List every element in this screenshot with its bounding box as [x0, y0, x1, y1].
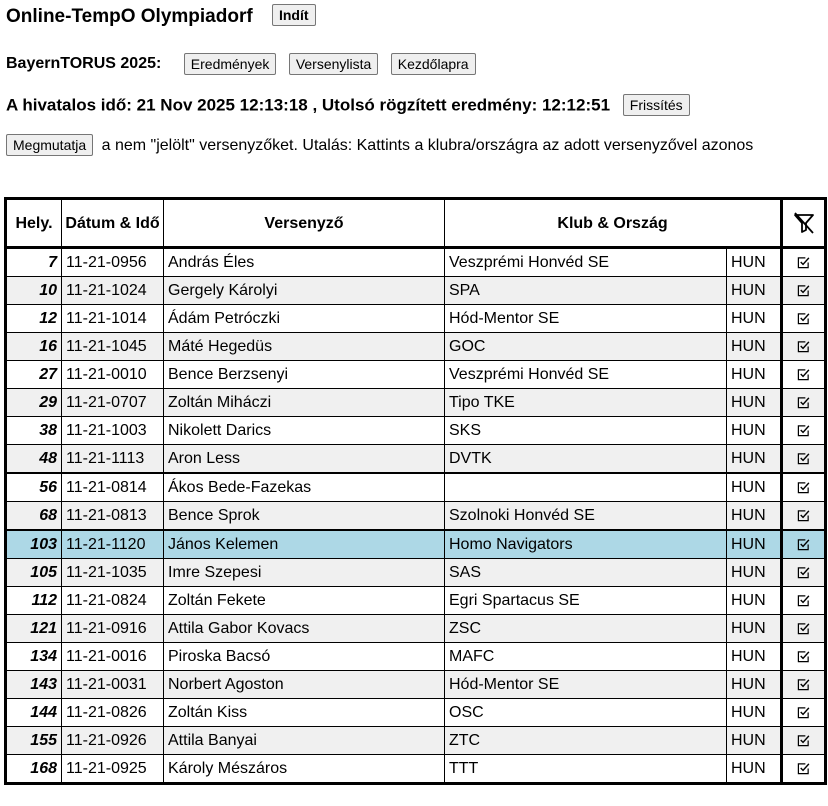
checkbox-checked-icon[interactable]	[797, 509, 810, 522]
cell-place: 168	[6, 755, 62, 784]
checkbox-checked-icon[interactable]	[797, 566, 810, 579]
checkbox-checked-icon[interactable]	[797, 734, 810, 747]
cell-mark[interactable]	[782, 445, 826, 474]
table-row[interactable]	[6, 417, 826, 445]
cell-country[interactable]: HUN	[727, 671, 782, 699]
competition-name: BayernTORUS 2025:	[6, 55, 162, 73]
home-button[interactable]: Kezdőlapra	[391, 53, 476, 75]
checkbox-checked-icon[interactable]	[797, 312, 810, 325]
status-bar	[6, 95, 690, 117]
cell-mark[interactable]	[782, 333, 826, 361]
table-row[interactable]	[6, 559, 826, 587]
cell-country[interactable]: HUN	[727, 389, 782, 417]
cell-place: 103	[6, 530, 62, 559]
cell-place: 48	[6, 445, 62, 474]
checkbox-checked-icon[interactable]	[797, 678, 810, 691]
cell-competitor[interactable]: Attila Banyai	[164, 727, 445, 755]
cell-competitor[interactable]: Aron Less	[164, 445, 445, 474]
cell-place: 143	[6, 671, 62, 699]
checkbox-checked-icon[interactable]	[797, 340, 810, 353]
cell-country[interactable]: HUN	[727, 417, 782, 445]
column-header-datetime[interactable]: Dátum & Idő	[62, 199, 164, 248]
checkbox-checked-icon[interactable]	[797, 452, 810, 465]
cell-datetime: 11-21-0824	[62, 587, 164, 615]
cell-country[interactable]: HUN	[727, 615, 782, 643]
cell-competitor[interactable]: János Kelemen	[164, 530, 445, 559]
cell-competitor[interactable]: Bence Berzsenyi	[164, 361, 445, 389]
cell-club[interactable]: DVTK	[445, 445, 727, 474]
checkbox-checked-icon[interactable]	[797, 424, 810, 437]
cell-club[interactable]: OSC	[445, 699, 727, 727]
table-row[interactable]	[6, 277, 826, 305]
cell-mark[interactable]	[782, 417, 826, 445]
cell-place: 134	[6, 643, 62, 671]
cell-mark[interactable]	[782, 502, 826, 531]
cell-datetime: 11-21-0010	[62, 361, 164, 389]
cell-club[interactable]: Homo Navigators	[445, 530, 727, 559]
table-row[interactable]	[6, 333, 826, 361]
column-header-club[interactable]: Klub & Ország	[445, 199, 782, 248]
cell-competitor[interactable]: Máté Hegedüs	[164, 333, 445, 361]
cell-country[interactable]: HUN	[727, 277, 782, 305]
hint-bar	[6, 135, 753, 157]
cell-competitor[interactable]: Károly Mészáros	[164, 755, 445, 784]
checkbox-checked-icon[interactable]	[797, 706, 810, 719]
cell-club[interactable]: ZSC	[445, 615, 727, 643]
table-row[interactable]	[6, 615, 826, 643]
cell-mark[interactable]	[782, 305, 826, 333]
cell-country[interactable]: HUN	[727, 333, 782, 361]
cell-datetime: 11-21-0813	[62, 502, 164, 531]
refresh-button[interactable]: Frissítés	[623, 94, 690, 116]
filter-column-header[interactable]	[782, 199, 826, 248]
cell-club[interactable]: TTT	[445, 755, 727, 784]
cell-mark[interactable]	[782, 530, 826, 559]
cell-datetime: 11-21-1120	[62, 530, 164, 559]
cell-datetime: 11-21-0956	[62, 248, 164, 277]
cell-club[interactable]: MAFC	[445, 643, 727, 671]
filter-off-icon[interactable]	[792, 211, 816, 235]
cell-datetime: 11-21-1045	[62, 333, 164, 361]
table-row[interactable]	[6, 473, 826, 502]
cell-mark[interactable]	[782, 755, 826, 784]
cell-club[interactable]: Szolnoki Honvéd SE	[445, 502, 727, 531]
cell-place: 29	[6, 389, 62, 417]
show-unmarked-button[interactable]: Megmutatja	[6, 134, 93, 156]
cell-place: 56	[6, 473, 62, 502]
cell-country[interactable]: HUN	[727, 559, 782, 587]
cell-club[interactable]: SAS	[445, 559, 727, 587]
cell-datetime: 11-21-0925	[62, 755, 164, 784]
cell-mark[interactable]	[782, 559, 826, 587]
cell-club[interactable]: SPA	[445, 277, 727, 305]
cell-competitor[interactable]: Norbert Agoston	[164, 671, 445, 699]
cell-place: 27	[6, 361, 62, 389]
cell-mark[interactable]	[782, 671, 826, 699]
cell-datetime: 11-21-1014	[62, 305, 164, 333]
table-row[interactable]	[6, 755, 826, 784]
checkbox-checked-icon[interactable]	[797, 538, 810, 551]
cell-competitor[interactable]: Zoltán Miháczi	[164, 389, 445, 417]
cell-country[interactable]: HUN	[727, 502, 782, 531]
cell-datetime: 11-21-0814	[62, 473, 164, 502]
table-header-row	[6, 199, 826, 248]
cell-mark[interactable]	[782, 587, 826, 615]
column-header-competitor[interactable]: Versenyző	[164, 199, 445, 248]
checkbox-checked-icon[interactable]	[797, 650, 810, 663]
checkbox-checked-icon[interactable]	[797, 622, 810, 635]
cell-country[interactable]: HUN	[727, 473, 782, 502]
cell-country[interactable]: HUN	[727, 755, 782, 784]
cell-mark[interactable]	[782, 727, 826, 755]
checkbox-checked-icon[interactable]	[797, 594, 810, 607]
results-button[interactable]: Eredmények	[184, 53, 277, 75]
cell-place: 144	[6, 699, 62, 727]
cell-competitor[interactable]: Zoltán Kiss	[164, 699, 445, 727]
table-row[interactable]	[6, 530, 826, 559]
cell-datetime: 11-21-1024	[62, 277, 164, 305]
cell-datetime: 11-21-1035	[62, 559, 164, 587]
cell-country[interactable]: HUN	[727, 587, 782, 615]
cell-country[interactable]: HUN	[727, 727, 782, 755]
official-time-status: A hivatalos idő: 21 Nov 2025 12:13:18 , Utolsó rögzített eredmény: 12:12:51	[6, 95, 611, 115]
cell-club[interactable]: Tipo TKE	[445, 389, 727, 417]
cell-place: 12	[6, 305, 62, 333]
cell-country[interactable]: HUN	[727, 305, 782, 333]
cell-club[interactable]: GOC	[445, 333, 727, 361]
cell-country[interactable]: HUN	[727, 699, 782, 727]
cell-place: 10	[6, 277, 62, 305]
cell-mark[interactable]	[782, 473, 826, 502]
cell-club[interactable]: SKS	[445, 417, 727, 445]
cell-country[interactable]: HUN	[727, 530, 782, 559]
start-button[interactable]: Indít	[272, 4, 316, 26]
results-table	[4, 197, 827, 785]
column-header-place[interactable]: Hely.	[6, 199, 62, 248]
cell-mark[interactable]	[782, 643, 826, 671]
cell-datetime: 11-21-0926	[62, 727, 164, 755]
table-row[interactable]	[6, 248, 826, 277]
cell-competitor[interactable]: Piroska Bacsó	[164, 643, 445, 671]
cell-club[interactable]: Hód-Mentor SE	[445, 671, 727, 699]
cell-datetime: 11-21-0707	[62, 389, 164, 417]
cell-competitor[interactable]: Ádám Petróczki	[164, 305, 445, 333]
checkbox-checked-icon[interactable]	[797, 256, 810, 269]
cell-datetime: 11-21-0031	[62, 671, 164, 699]
cell-country[interactable]: HUN	[727, 643, 782, 671]
cell-datetime: 11-21-0826	[62, 699, 164, 727]
cell-competitor[interactable]: Attila Gabor Kovacs	[164, 615, 445, 643]
cell-club[interactable]: Veszprémi Honvéd SE	[445, 248, 727, 277]
cell-competitor[interactable]: András Éles	[164, 248, 445, 277]
table-row[interactable]	[6, 305, 826, 333]
hint-text: a nem "jelölt" versenyzőket. Utalás: Kattints a klubra/országra az adott versenyzővel azonos	[101, 137, 754, 155]
table-row[interactable]	[6, 587, 826, 615]
table-row[interactable]	[6, 361, 826, 389]
cell-datetime: 11-21-1003	[62, 417, 164, 445]
cell-competitor[interactable]: Zoltán Fekete	[164, 587, 445, 615]
cell-place: 121	[6, 615, 62, 643]
cell-datetime: 11-21-1113	[62, 445, 164, 474]
cell-mark[interactable]	[782, 248, 826, 277]
checkbox-checked-icon[interactable]	[797, 481, 810, 494]
table-row[interactable]	[6, 502, 826, 531]
cell-competitor[interactable]: Bence Sprok	[164, 502, 445, 531]
cell-country[interactable]: HUN	[727, 445, 782, 474]
checkbox-checked-icon[interactable]	[797, 762, 810, 775]
cell-datetime: 11-21-0016	[62, 643, 164, 671]
cell-place: 105	[6, 559, 62, 587]
table-row[interactable]	[6, 699, 826, 727]
cell-competitor[interactable]: Imre Szepesi	[164, 559, 445, 587]
checkbox-checked-icon[interactable]	[797, 368, 810, 381]
cell-mark[interactable]	[782, 361, 826, 389]
competitor-list-button[interactable]: Versenylista	[289, 53, 378, 75]
cell-club[interactable]: Veszprémi Honvéd SE	[445, 361, 727, 389]
cell-place: 112	[6, 587, 62, 615]
page-title: Online-TempO Olympiadorf	[6, 6, 253, 28]
table-row[interactable]	[6, 445, 826, 474]
cell-mark[interactable]	[782, 615, 826, 643]
cell-place: 16	[6, 333, 62, 361]
cell-club[interactable]: ZTC	[445, 727, 727, 755]
cell-place: 7	[6, 248, 62, 277]
checkbox-checked-icon[interactable]	[797, 396, 810, 409]
checkbox-checked-icon[interactable]	[797, 284, 810, 297]
table-row[interactable]	[6, 389, 826, 417]
cell-place: 68	[6, 502, 62, 531]
cell-club[interactable]: Hód-Mentor SE	[445, 305, 727, 333]
cell-place: 38	[6, 417, 62, 445]
cell-mark[interactable]	[782, 389, 826, 417]
table-row[interactable]	[6, 727, 826, 755]
cell-datetime: 11-21-0916	[62, 615, 164, 643]
cell-place: 155	[6, 727, 62, 755]
table-row[interactable]	[6, 671, 826, 699]
cell-competitor[interactable]: Ákos Bede-Fazekas	[164, 473, 445, 502]
cell-mark[interactable]	[782, 277, 826, 305]
cell-club[interactable]: Egri Spartacus SE	[445, 587, 727, 615]
competition-bar	[6, 53, 476, 75]
cell-club[interactable]	[445, 473, 727, 502]
cell-competitor[interactable]: Gergely Károlyi	[164, 277, 445, 305]
cell-country[interactable]: HUN	[727, 361, 782, 389]
table-row[interactable]	[6, 643, 826, 671]
cell-mark[interactable]	[782, 699, 826, 727]
page-title-row	[6, 6, 316, 28]
cell-country[interactable]: HUN	[727, 248, 782, 277]
cell-competitor[interactable]: Nikolett Darics	[164, 417, 445, 445]
